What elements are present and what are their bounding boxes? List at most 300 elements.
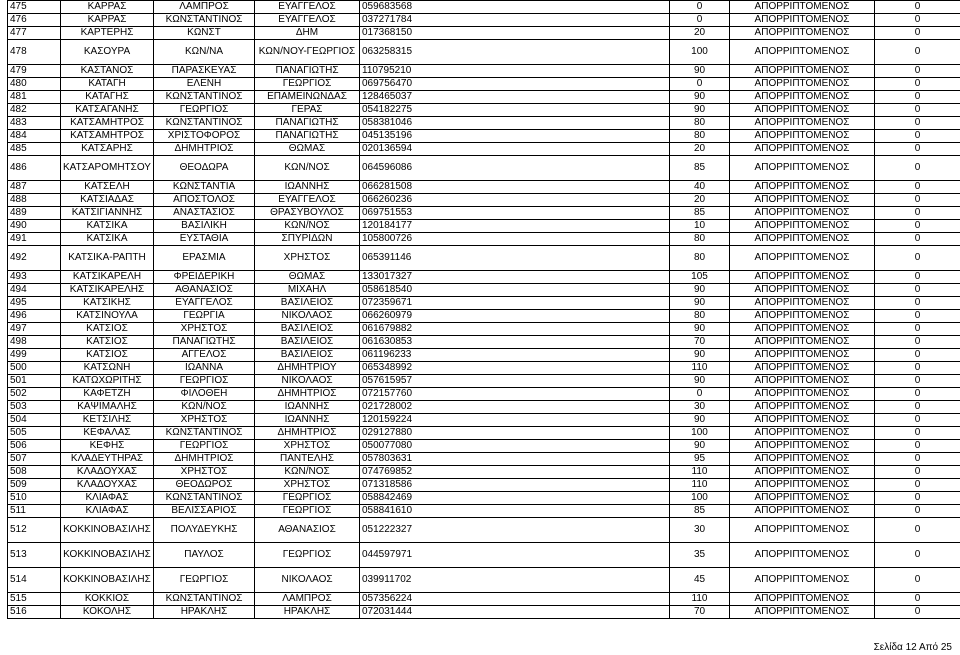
cell-score: 0	[875, 27, 960, 40]
cell-status: ΑΠΟΡΡΙΠΤΟΜΕΝΟΣ	[730, 336, 875, 349]
table-row	[8, 479, 960, 492]
cell-score: 0	[875, 297, 960, 310]
cell-status: ΑΠΟΡΡΙΠΤΟΜΕΝΟΣ	[730, 271, 875, 284]
cell-father-name: ΓΕΩΡΓΙΟΣ	[255, 78, 360, 91]
cell-surname: ΚΟΚΚΙΝΟΒΑΣΙΛΗΣ	[61, 543, 154, 568]
cell-surname: ΚΑΤΣΩΝΗ	[61, 362, 154, 375]
cell-row-number: 514	[8, 568, 61, 593]
cell-id-number: 039911702	[360, 568, 670, 593]
cell-id-number: 072157760	[360, 388, 670, 401]
table-row	[8, 220, 960, 233]
table-body	[8, 1, 960, 619]
cell-score: 0	[875, 65, 960, 78]
cell-father-name: ΘΩΜΑΣ	[255, 143, 360, 156]
cell-points: 110	[670, 593, 730, 606]
cell-points: 90	[670, 349, 730, 362]
cell-points: 85	[670, 505, 730, 518]
cell-status: ΑΠΟΡΡΙΠΤΟΜΕΝΟΣ	[730, 606, 875, 619]
cell-score: 0	[875, 401, 960, 414]
cell-father-name: ΓΕΩΡΓΙΟΣ	[255, 492, 360, 505]
cell-first-name: ΦΡΕΙΔΕΡΙΚΗ	[154, 271, 255, 284]
cell-father-name: ΕΠΑΜΕΙΝΩΝΔΑΣ	[255, 91, 360, 104]
cell-id-number: 058841610	[360, 505, 670, 518]
cell-first-name: ΑΘΑΝΑΣΙΟΣ	[154, 284, 255, 297]
cell-row-number: 501	[8, 375, 61, 388]
cell-score: 0	[875, 427, 960, 440]
cell-score: 0	[875, 78, 960, 91]
cell-father-name: ΝΙΚΟΛΑΟΣ	[255, 568, 360, 593]
cell-score: 0	[875, 349, 960, 362]
cell-points: 90	[670, 414, 730, 427]
cell-score: 0	[875, 104, 960, 117]
cell-points: 90	[670, 375, 730, 388]
cell-score: 0	[875, 310, 960, 323]
cell-status: ΑΠΟΡΡΙΠΤΟΜΕΝΟΣ	[730, 388, 875, 401]
cell-first-name: ΑΝΑΣΤΑΣΙΟΣ	[154, 207, 255, 220]
table-row	[8, 323, 960, 336]
cell-score: 0	[875, 14, 960, 27]
cell-row-number: 477	[8, 27, 61, 40]
table-row	[8, 466, 960, 479]
cell-points: 10	[670, 220, 730, 233]
cell-points: 90	[670, 65, 730, 78]
cell-status: ΑΠΟΡΡΙΠΤΟΜΕΝΟΣ	[730, 323, 875, 336]
cell-score: 0	[875, 606, 960, 619]
cell-father-name: ΣΠΥΡΙΔΩΝ	[255, 233, 360, 246]
cell-status: ΑΠΟΡΡΙΠΤΟΜΕΝΟΣ	[730, 362, 875, 375]
cell-score: 0	[875, 375, 960, 388]
cell-points: 100	[670, 492, 730, 505]
cell-points: 95	[670, 453, 730, 466]
cell-score: 0	[875, 568, 960, 593]
cell-id-number: 120159224	[360, 414, 670, 427]
cell-surname: ΚΑΤΑΓΗ	[61, 78, 154, 91]
cell-status: ΑΠΟΡΡΙΠΤΟΜΕΝΟΣ	[730, 130, 875, 143]
cell-id-number: 020136594	[360, 143, 670, 156]
cell-surname: ΚΟΚΚΙΟΣ	[61, 593, 154, 606]
cell-id-number: 021728002	[360, 401, 670, 414]
cell-father-name: ΜΙΧΑΗΛ	[255, 284, 360, 297]
cell-row-number: 480	[8, 78, 61, 91]
cell-score: 0	[875, 130, 960, 143]
cell-score: 0	[875, 284, 960, 297]
table-row	[8, 297, 960, 310]
cell-score: 0	[875, 271, 960, 284]
cell-row-number: 479	[8, 65, 61, 78]
cell-first-name: ΕΛΕΝΗ	[154, 78, 255, 91]
table-row	[8, 414, 960, 427]
cell-first-name: ΛΑΜΠΡΟΣ	[154, 1, 255, 14]
cell-surname: ΚΟΚΟΛΗΣ	[61, 606, 154, 619]
cell-points: 110	[670, 362, 730, 375]
cell-father-name: ΗΡΑΚΛΗΣ	[255, 606, 360, 619]
cell-father-name: ΕΥΑΓΓΕΛΟΣ	[255, 1, 360, 14]
cell-points: 90	[670, 284, 730, 297]
cell-first-name: ΔΗΜΗΤΡΙΟΣ	[154, 453, 255, 466]
cell-points: 90	[670, 91, 730, 104]
cell-surname: ΚΑΤΣΕΛΗ	[61, 181, 154, 194]
table-row	[8, 156, 960, 181]
cell-points: 35	[670, 543, 730, 568]
cell-row-number: 485	[8, 143, 61, 156]
cell-points: 70	[670, 606, 730, 619]
cell-father-name: ΠΑΝΑΓΙΩΤΗΣ	[255, 65, 360, 78]
cell-id-number: 128465037	[360, 91, 670, 104]
cell-score: 0	[875, 156, 960, 181]
cell-row-number: 500	[8, 362, 61, 375]
cell-id-number: 074769852	[360, 466, 670, 479]
cell-surname: ΚΕΦΗΣ	[61, 440, 154, 453]
cell-id-number: 061630853	[360, 336, 670, 349]
cell-first-name: ΠΟΛΥΔΕΥΚΗΣ	[154, 518, 255, 543]
cell-row-number: 502	[8, 388, 61, 401]
cell-first-name: ΘΕΟΔΩΡΟΣ	[154, 479, 255, 492]
cell-points: 0	[670, 78, 730, 91]
table-row	[8, 453, 960, 466]
cell-id-number: 058842469	[360, 492, 670, 505]
table-row	[8, 284, 960, 297]
cell-father-name: ΝΙΚΟΛΑΟΣ	[255, 310, 360, 323]
table-row	[8, 91, 960, 104]
cell-score: 0	[875, 453, 960, 466]
cell-id-number: 064596086	[360, 156, 670, 181]
cell-status: ΑΠΟΡΡΙΠΤΟΜΕΝΟΣ	[730, 27, 875, 40]
cell-id-number: 120184177	[360, 220, 670, 233]
cell-points: 80	[670, 130, 730, 143]
cell-row-number: 506	[8, 440, 61, 453]
table-row	[8, 336, 960, 349]
cell-points: 80	[670, 246, 730, 271]
cell-row-number: 503	[8, 401, 61, 414]
cell-row-number: 511	[8, 505, 61, 518]
cell-surname: ΚΑΡΡΑΣ	[61, 14, 154, 27]
cell-surname: ΚΑΤΣΙΚΑΡΕΛΗ	[61, 271, 154, 284]
cell-score: 0	[875, 505, 960, 518]
cell-row-number: 489	[8, 207, 61, 220]
cell-first-name: ΑΓΓΕΛΟΣ	[154, 349, 255, 362]
table-row	[8, 117, 960, 130]
cell-score: 0	[875, 233, 960, 246]
page-number: Σελίδα 12 Από 25	[873, 642, 952, 653]
cell-surname: ΚΑΨΙΜΑΛΗΣ	[61, 401, 154, 414]
cell-first-name: ΧΡΗΣΤΟΣ	[154, 323, 255, 336]
cell-score: 0	[875, 518, 960, 543]
table-row	[8, 427, 960, 440]
cell-status: ΑΠΟΡΡΙΠΤΟΜΕΝΟΣ	[730, 593, 875, 606]
cell-status: ΑΠΟΡΡΙΠΤΟΜΕΝΟΣ	[730, 104, 875, 117]
cell-id-number: 057803631	[360, 453, 670, 466]
cell-surname: ΚΟΚΚΙΝΟΒΑΣΙΛΗΣ	[61, 568, 154, 593]
table-row	[8, 143, 960, 156]
cell-id-number: 065348992	[360, 362, 670, 375]
table-row	[8, 375, 960, 388]
cell-row-number: 491	[8, 233, 61, 246]
cell-id-number: 057615957	[360, 375, 670, 388]
cell-score: 0	[875, 388, 960, 401]
table-row	[8, 401, 960, 414]
cell-father-name: ΚΩΝ/ΝΟΥ-ΓΕΩΡΓΙΟΣ	[255, 40, 360, 65]
cell-row-number: 508	[8, 466, 61, 479]
cell-row-number: 504	[8, 414, 61, 427]
cell-status: ΑΠΟΡΡΙΠΤΟΜΕΝΟΣ	[730, 207, 875, 220]
cell-surname: ΚΑΡΡΑΣ	[61, 1, 154, 14]
cell-father-name: ΔΗΜΗΤΡΙΟΥ	[255, 362, 360, 375]
table-row	[8, 271, 960, 284]
cell-father-name: ΚΩΝ/ΝΟΣ	[255, 156, 360, 181]
cell-points: 0	[670, 14, 730, 27]
cell-row-number: 481	[8, 91, 61, 104]
cell-father-name: ΧΡΗΣΤΟΣ	[255, 246, 360, 271]
cell-status: ΑΠΟΡΡΙΠΤΟΜΕΝΟΣ	[730, 518, 875, 543]
table-row	[8, 310, 960, 323]
cell-surname: ΚΑΤΑΓΗΣ	[61, 91, 154, 104]
cell-father-name: ΕΥΑΓΓΕΛΟΣ	[255, 194, 360, 207]
cell-score: 0	[875, 466, 960, 479]
cell-row-number: 478	[8, 40, 61, 65]
cell-status: ΑΠΟΡΡΙΠΤΟΜΕΝΟΣ	[730, 284, 875, 297]
cell-row-number: 512	[8, 518, 61, 543]
cell-status: ΑΠΟΡΡΙΠΤΟΜΕΝΟΣ	[730, 505, 875, 518]
cell-status: ΑΠΟΡΡΙΠΤΟΜΕΝΟΣ	[730, 349, 875, 362]
cell-score: 0	[875, 336, 960, 349]
cell-score: 0	[875, 194, 960, 207]
cell-id-number: 072359671	[360, 297, 670, 310]
table-row	[8, 27, 960, 40]
cell-father-name: ΔΗΜΗΤΡΙΟΣ	[255, 388, 360, 401]
cell-first-name: ΗΡΑΚΛΗΣ	[154, 606, 255, 619]
cell-score: 0	[875, 91, 960, 104]
cell-id-number: 051222327	[360, 518, 670, 543]
cell-surname: ΚΑΤΣΑΓΑΝΗΣ	[61, 104, 154, 117]
cell-father-name: ΙΩΑΝΝΗΣ	[255, 181, 360, 194]
cell-status: ΑΠΟΡΡΙΠΤΟΜΕΝΟΣ	[730, 143, 875, 156]
cell-first-name: ΓΕΩΡΓΙΟΣ	[154, 104, 255, 117]
cell-status: ΑΠΟΡΡΙΠΤΟΜΕΝΟΣ	[730, 466, 875, 479]
cell-row-number: 483	[8, 117, 61, 130]
cell-id-number: 059683568	[360, 1, 670, 14]
table-row	[8, 40, 960, 65]
cell-surname: ΚΛΑΔΟΥΧΑΣ	[61, 466, 154, 479]
cell-id-number: 044597971	[360, 543, 670, 568]
cell-points: 90	[670, 297, 730, 310]
cell-row-number: 476	[8, 14, 61, 27]
cell-id-number: 066260979	[360, 310, 670, 323]
cell-score: 0	[875, 414, 960, 427]
cell-points: 110	[670, 466, 730, 479]
cell-first-name: ΚΩΝΣΤΑΝΤΙΑ	[154, 181, 255, 194]
cell-first-name: ΚΩΝΣΤ	[154, 27, 255, 40]
cell-row-number: 488	[8, 194, 61, 207]
cell-first-name: ΚΩΝΣΤΑΝΤΙΝΟΣ	[154, 14, 255, 27]
cell-status: ΑΠΟΡΡΙΠΤΟΜΕΝΟΣ	[730, 156, 875, 181]
cell-id-number: 029127880	[360, 427, 670, 440]
cell-id-number: 045135196	[360, 130, 670, 143]
cell-points: 20	[670, 143, 730, 156]
cell-status: ΑΠΟΡΡΙΠΤΟΜΕΝΟΣ	[730, 427, 875, 440]
cell-first-name: ΙΩΑΝΝΑ	[154, 362, 255, 375]
cell-row-number: 486	[8, 156, 61, 181]
table-row	[8, 233, 960, 246]
cell-id-number: 072031444	[360, 606, 670, 619]
cell-surname: ΚΑΤΣΑΜΗΤΡΟΣ	[61, 117, 154, 130]
cell-father-name: ΘΩΜΑΣ	[255, 271, 360, 284]
cell-surname: ΚΕΦΑΛΑΣ	[61, 427, 154, 440]
table-row	[8, 194, 960, 207]
table-row	[8, 543, 960, 568]
cell-father-name: ΒΑΣΙΛΕΙΟΣ	[255, 323, 360, 336]
cell-row-number: 497	[8, 323, 61, 336]
cell-first-name: ΓΕΩΡΓΙΟΣ	[154, 440, 255, 453]
cell-status: ΑΠΟΡΡΙΠΤΟΜΕΝΟΣ	[730, 568, 875, 593]
table-row	[8, 65, 960, 78]
cell-status: ΑΠΟΡΡΙΠΤΟΜΕΝΟΣ	[730, 233, 875, 246]
cell-father-name: ΧΡΗΣΤΟΣ	[255, 440, 360, 453]
cell-surname: ΚΑΤΣΙΚΑ	[61, 233, 154, 246]
cell-status: ΑΠΟΡΡΙΠΤΟΜΕΝΟΣ	[730, 246, 875, 271]
cell-id-number: 105800726	[360, 233, 670, 246]
cell-row-number: 516	[8, 606, 61, 619]
cell-father-name: ΙΩΑΝΝΗΣ	[255, 414, 360, 427]
cell-father-name: ΒΑΣΙΛΕΙΟΣ	[255, 297, 360, 310]
cell-first-name: ΠΑΡΑΣΚΕΥΑΣ	[154, 65, 255, 78]
cell-father-name: ΓΕΡΑΣ	[255, 104, 360, 117]
cell-first-name: ΧΡΗΣΤΟΣ	[154, 466, 255, 479]
cell-surname: ΚΑΤΣΙΚΗΣ	[61, 297, 154, 310]
cell-father-name: ΓΕΩΡΓΙΟΣ	[255, 543, 360, 568]
cell-points: 30	[670, 518, 730, 543]
cell-id-number: 017368150	[360, 27, 670, 40]
cell-points: 40	[670, 181, 730, 194]
cell-score: 0	[875, 323, 960, 336]
cell-points: 0	[670, 388, 730, 401]
cell-status: ΑΠΟΡΡΙΠΤΟΜΕΝΟΣ	[730, 78, 875, 91]
cell-surname: ΚΑΤΣΙΓΙΑΝΝΗΣ	[61, 207, 154, 220]
cell-surname: ΚΑΤΣΑΡΟΜΗΤΣΟΥ	[61, 156, 154, 181]
cell-points: 85	[670, 156, 730, 181]
cell-points: 90	[670, 104, 730, 117]
cell-status: ΑΠΟΡΡΙΠΤΟΜΕΝΟΣ	[730, 14, 875, 27]
table-row	[8, 505, 960, 518]
cell-first-name: ΕΥΣΤΑΘΙΑ	[154, 233, 255, 246]
cell-id-number: 065391146	[360, 246, 670, 271]
cell-first-name: ΧΡΙΣΤΟΦΟΡΟΣ	[154, 130, 255, 143]
cell-points: 80	[670, 117, 730, 130]
cell-first-name: ΧΡΗΣΤΟΣ	[154, 414, 255, 427]
cell-status: ΑΠΟΡΡΙΠΤΟΜΕΝΟΣ	[730, 401, 875, 414]
cell-first-name: ΚΩΝΣΤΑΝΤΙΝΟΣ	[154, 593, 255, 606]
cell-first-name: ΓΕΩΡΓΙΟΣ	[154, 375, 255, 388]
cell-points: 100	[670, 40, 730, 65]
table-row	[8, 246, 960, 271]
cell-points: 110	[670, 479, 730, 492]
cell-father-name: ΝΙΚΟΛΑΟΣ	[255, 375, 360, 388]
cell-row-number: 487	[8, 181, 61, 194]
cell-row-number: 475	[8, 1, 61, 14]
cell-score: 0	[875, 220, 960, 233]
table-row	[8, 349, 960, 362]
cell-status: ΑΠΟΡΡΙΠΤΟΜΕΝΟΣ	[730, 310, 875, 323]
cell-row-number: 507	[8, 453, 61, 466]
cell-first-name: ΚΩΝΣΤΑΝΤΙΝΟΣ	[154, 117, 255, 130]
cell-father-name: ΒΑΣΙΛΕΙΟΣ	[255, 349, 360, 362]
cell-first-name: ΕΡΑΣΜΙΑ	[154, 246, 255, 271]
cell-id-number: 133017327	[360, 271, 670, 284]
cell-row-number: 494	[8, 284, 61, 297]
cell-score: 0	[875, 479, 960, 492]
cell-first-name: ΒΕΛΙΣΣΑΡΙΟΣ	[154, 505, 255, 518]
cell-first-name: ΠΑΥΛΟΣ	[154, 543, 255, 568]
cell-score: 0	[875, 1, 960, 14]
cell-row-number: 510	[8, 492, 61, 505]
cell-id-number: 054182275	[360, 104, 670, 117]
cell-points: 80	[670, 310, 730, 323]
table-row	[8, 181, 960, 194]
table-row	[8, 104, 960, 117]
table-row	[8, 593, 960, 606]
cell-surname: ΚΑΤΣΙΝΟΥΛΑ	[61, 310, 154, 323]
cell-surname: ΚΛΑΔΟΥΧΑΣ	[61, 479, 154, 492]
cell-points: 45	[670, 568, 730, 593]
table-row	[8, 207, 960, 220]
cell-surname: ΚΑΤΣΑΜΗΤΡΟΣ	[61, 130, 154, 143]
cell-first-name: ΚΩΝ/ΝΟΣ	[154, 401, 255, 414]
cell-status: ΑΠΟΡΡΙΠΤΟΜΕΝΟΣ	[730, 91, 875, 104]
cell-row-number: 513	[8, 543, 61, 568]
cell-id-number: 069756470	[360, 78, 670, 91]
cell-score: 0	[875, 40, 960, 65]
cell-father-name: ΑΘΑΝΑΣΙΟΣ	[255, 518, 360, 543]
cell-first-name: ΚΩΝΣΤΑΝΤΙΝΟΣ	[154, 492, 255, 505]
cell-status: ΑΠΟΡΡΙΠΤΟΜΕΝΟΣ	[730, 1, 875, 14]
cell-id-number: 066281508	[360, 181, 670, 194]
cell-score: 0	[875, 362, 960, 375]
cell-row-number: 509	[8, 479, 61, 492]
cell-score: 0	[875, 143, 960, 156]
cell-first-name: ΓΕΩΡΓΙΟΣ	[154, 568, 255, 593]
cell-surname: ΚΑΤΣΙΟΣ	[61, 323, 154, 336]
cell-score: 0	[875, 593, 960, 606]
cell-father-name: ΛΑΜΠΡΟΣ	[255, 593, 360, 606]
table-row	[8, 518, 960, 543]
table-row	[8, 14, 960, 27]
cell-status: ΑΠΟΡΡΙΠΤΟΜΕΝΟΣ	[730, 220, 875, 233]
cell-surname: ΚΑΤΣΙΚΑ	[61, 220, 154, 233]
cell-surname: ΚΑΣΟΥΡΑ	[61, 40, 154, 65]
cell-first-name: ΔΗΜΗΤΡΙΟΣ	[154, 143, 255, 156]
cell-points: 30	[670, 401, 730, 414]
cell-first-name: ΓΕΩΡΓΙΑ	[154, 310, 255, 323]
table-row	[8, 78, 960, 91]
cell-surname: ΚΑΦΕΤΖΗ	[61, 388, 154, 401]
cell-surname: ΚΛΙΑΦΑΣ	[61, 505, 154, 518]
cell-points: 90	[670, 440, 730, 453]
cell-father-name: ΚΩΝ/ΝΟΣ	[255, 220, 360, 233]
cell-row-number: 505	[8, 427, 61, 440]
cell-row-number: 490	[8, 220, 61, 233]
cell-status: ΑΠΟΡΡΙΠΤΟΜΕΝΟΣ	[730, 440, 875, 453]
cell-status: ΑΠΟΡΡΙΠΤΟΜΕΝΟΣ	[730, 543, 875, 568]
cell-first-name: ΘΕΟΔΩΡΑ	[154, 156, 255, 181]
cell-points: 20	[670, 27, 730, 40]
cell-father-name: ΔΗΜΗΤΡΙΟΣ	[255, 427, 360, 440]
cell-father-name: ΙΩΑΝΝΗΣ	[255, 401, 360, 414]
cell-id-number: 057356224	[360, 593, 670, 606]
results-table	[7, 0, 960, 619]
cell-points: 100	[670, 427, 730, 440]
table-row	[8, 1, 960, 14]
cell-points: 70	[670, 336, 730, 349]
cell-id-number: 069751553	[360, 207, 670, 220]
